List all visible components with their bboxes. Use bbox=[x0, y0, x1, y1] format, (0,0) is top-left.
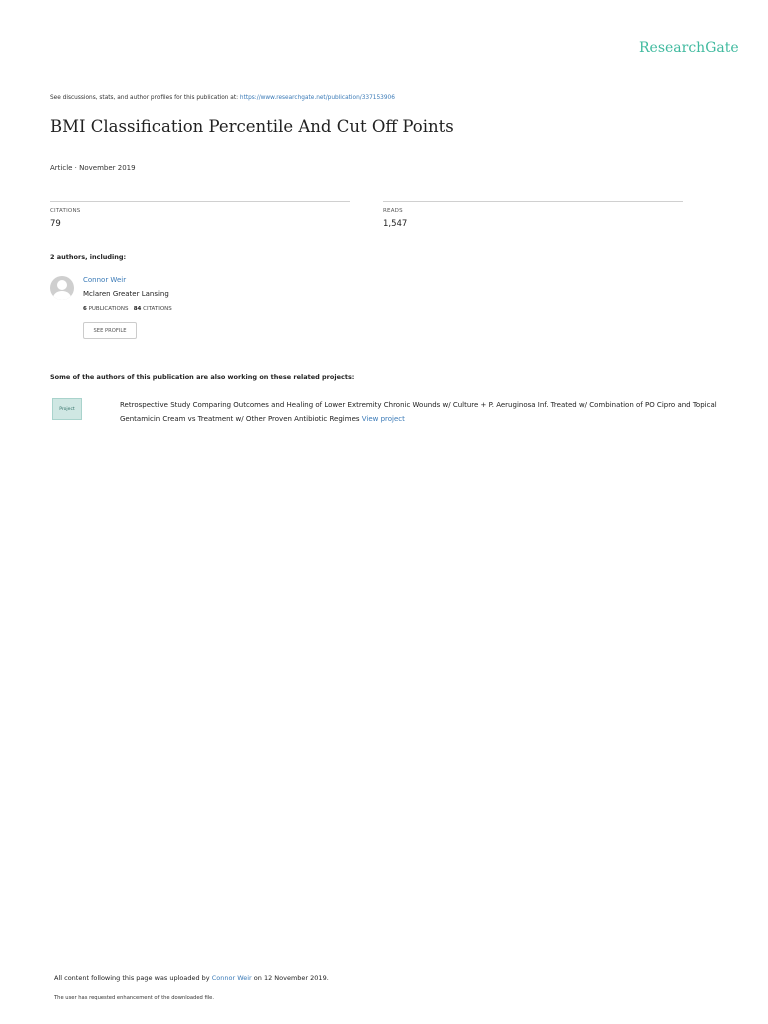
author-name-link[interactable]: Connor Weir bbox=[83, 276, 127, 284]
uploader-link[interactable]: Connor Weir bbox=[211, 974, 252, 982]
citations-divider bbox=[50, 201, 350, 202]
author-publications-label: PUBLICATIONS bbox=[88, 306, 129, 312]
upload-prefix: All content following this page was uploaded by bbox=[54, 974, 212, 982]
project-description bbox=[120, 398, 720, 426]
view-project-link[interactable]: View project bbox=[361, 415, 405, 423]
reads-divider bbox=[383, 201, 683, 202]
author-stats bbox=[83, 306, 172, 312]
related-projects-heading: Some of the authors of this publication are also working on these related projects: bbox=[50, 373, 355, 381]
project-icon[interactable]: Project bbox=[52, 398, 82, 420]
avatar-head-shape bbox=[57, 280, 67, 290]
publication-meta: Article · November 2019 bbox=[50, 164, 136, 172]
citations-label: CITATIONS bbox=[50, 208, 81, 214]
author-avatar[interactable] bbox=[50, 276, 74, 300]
see-profile-button[interactable]: SEE PROFILE bbox=[83, 322, 137, 339]
publication-title: BMI Classification Percentile And Cut Off Points bbox=[50, 117, 454, 136]
upload-notice bbox=[54, 974, 329, 982]
author-publications-count: 6 bbox=[83, 306, 87, 312]
intro-line bbox=[50, 95, 395, 101]
researchgate-logo[interactable]: ResearchGate bbox=[639, 40, 739, 56]
intro-text: See discussions, stats, and author profiles for this publication at: bbox=[50, 95, 240, 101]
reads-value: 1,547 bbox=[383, 219, 408, 229]
author-institution: Mclaren Greater Lansing bbox=[83, 290, 169, 298]
enhancement-note: The user has requested enhancement of the downloaded file. bbox=[54, 995, 215, 1001]
citations-value: 79 bbox=[50, 219, 61, 229]
author-citations-count: 84 bbox=[133, 306, 142, 312]
authors-heading: 2 authors, including: bbox=[50, 253, 127, 261]
reads-label: READS bbox=[383, 208, 403, 214]
publication-url-link[interactable]: https://www.researchgate.net/publication/337153906 bbox=[239, 95, 395, 101]
upload-suffix: on 12 November 2019. bbox=[251, 974, 329, 982]
author-citations-label: CITATIONS bbox=[143, 306, 172, 312]
avatar-body-shape bbox=[53, 291, 71, 300]
project-title: Retrospective Study Comparing Outcomes and Healing of Lower Extremity Chronic Wounds w/ Culture + P. Aeruginosa Inf. Treated w/ Combination of PO Cipro and Topical Gentamicin Cream vs Treatment w/ Other Proven Antibiotic Regimes bbox=[120, 401, 717, 423]
